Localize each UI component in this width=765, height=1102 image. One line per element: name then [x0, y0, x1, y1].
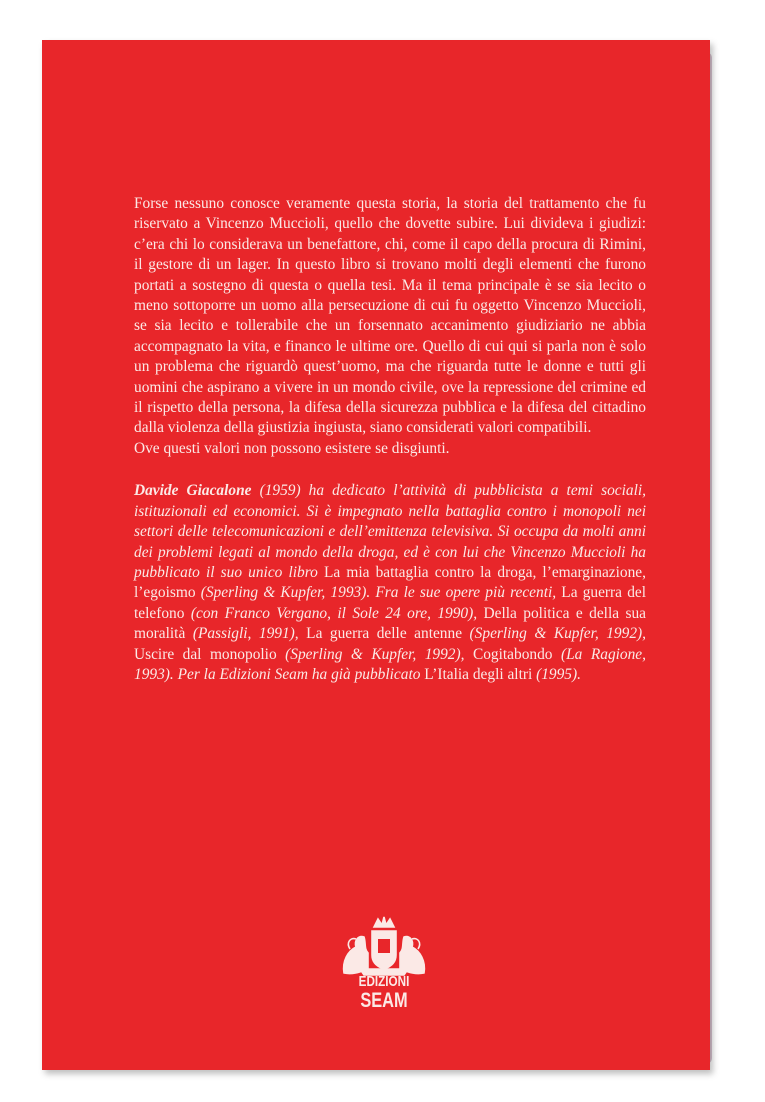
book-title: L’Italia degli altri [424, 665, 533, 683]
blurb-closing: Ove questi valori non possono esistere se disgiunti. [134, 439, 450, 457]
publisher-name-line1: EDIZIONI [358, 973, 410, 990]
back-cover-text [134, 194, 646, 685]
book-title: Cogitabondo [472, 645, 553, 663]
blurb-paragraph: Forse nessuno conosce veramente questa storia, la storia del trattamento che fu riservato a Vincenzo Muccioli, quello che dovette subire. Lui divideva i giudizi: c’era chi lo considerava un benefattore, chi, come il capo della procura di Rimini, il gestore di un lager. In questo libro si trovano molti degli elementi che furono portati a sostegno di questa o quella tesi. Ma il tema principale è se sia lecito o meno sottoporre un uomo alla persecuzione di cui fu oggetto Vincenzo Muccioli, se sia lecito e tollerabile che un forsennato accanimento giudiziario ne abbia accompagnato la vita, e financo le ultime ore. Quello di cui qui si parla non è solo un problema che riguardò quest’uomo, ma che riguarda tutte le donne e tutti gli uomini che aspirano a vivere in un mondo civile, ove la repressione del crimine ed il rispetto della persona, la difesa della sicurezza pubblica e la difesa del cittadino dalla violenza della giustizia ingiusta, siano considerati valori compatibili. [134, 195, 646, 437]
book-title: Uscire dal monopolio [134, 645, 277, 663]
publisher-name-line2: SEAM [360, 989, 408, 1012]
book-title: La guerra delle antenne [306, 625, 463, 643]
book-title: Della politica e della sua moralità [134, 604, 646, 643]
book-title: La mia battaglia contro la droga, l’emarginazione, l’egoismo [134, 563, 646, 602]
author-name: Davide Giacalone [134, 482, 252, 500]
author-bio: Davide Giacalone (1959) ha dedicato l’attività di pubblicista a temi sociali, istituzionali ed economici. Si è impegnato nella battaglia contro i monopoli nei settori delle telecomunicazioni e dell’emittenza televisiva. Si occupa da molti anni dei problemi legati al mondo della droga, ed è con lui che Vincenzo Muccioli ha pubblicato il suo unico libro La mia battaglia contro la droga, l’emarginazione, l’egoismo (Sperling & Kupfer, 1993). Fra le sue opere più recenti, La guerra del telefono (con Franco Vergano, il Sole 24 ore, 1990), Della politica e della sua moralità (Passigli, 1991), La guerra delle antenne (Sperling & Kupfer, 1992), Uscire dal monopolio (Sperling & Kupfer, 1992), Cogitabondo (La Ragione, 1993). Per la Edizioni Seam ha già pubblicato L’Italia degli altri (1995). [134, 482, 646, 683]
book-title: La guerra del telefono [134, 584, 646, 622]
